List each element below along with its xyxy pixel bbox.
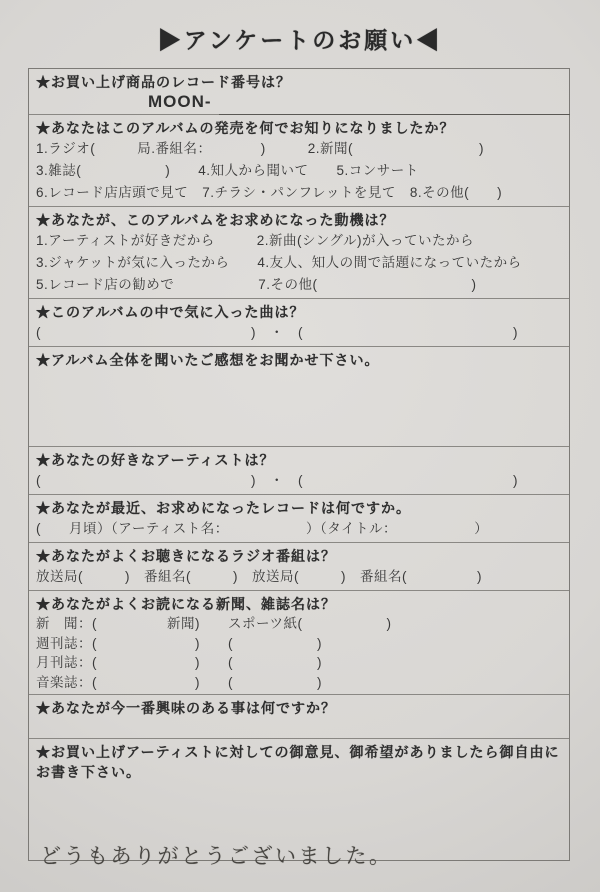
section-announcement-source bbox=[29, 115, 569, 207]
section-heading: ★お買い上げアーティストに対しての御意見、御希望がありましたら御自由にお書き下さい。 bbox=[36, 744, 560, 780]
section-heading: ★あなたがよくお聴きになるラジオ番組は？ bbox=[36, 548, 336, 564]
section-heading: ★このアルバムの中で気に入った曲は？ bbox=[36, 304, 305, 320]
section-heading: ★あなたが今一番興味のある事は何ですか？ bbox=[36, 700, 336, 716]
section-record-number bbox=[29, 69, 569, 115]
answer-blank-line: 新 聞：( 新聞) スポーツ紙( ) bbox=[36, 616, 392, 631]
section-heading: ★あなたが、このアルバムをお求めになった動機は？ bbox=[36, 212, 395, 228]
section-heading: ★あなたが最近、お求めになったレコードは何ですか。 bbox=[36, 500, 411, 516]
section-recent-purchase bbox=[29, 495, 569, 543]
section-heading: ★あなたの好きなアーティストは？ bbox=[36, 452, 275, 468]
thank-you-note: どうもありがとうございました。 bbox=[40, 844, 393, 868]
section-heading: ★あなたがよくお読になる新聞、雑誌名は？ bbox=[36, 596, 336, 612]
section-heading: ★お買い上げ商品のレコード番号は？ bbox=[36, 74, 291, 90]
answer-blank-line: ( ) ・ ( ) bbox=[36, 473, 518, 488]
answer-blank-line: 週刊誌：( ) ( ) bbox=[36, 635, 322, 651]
option-line: 1.アーティストが好きだから 2.新曲(シングル)が入っていたから bbox=[36, 233, 475, 248]
form-title: ▶アンケートのお願い◀ bbox=[157, 27, 443, 53]
section-heading: ★アルバム全体を聞いたご感想をお聞かせ下さい。 bbox=[36, 352, 380, 368]
answer-blank-line: 音楽誌：( ) ( ) bbox=[36, 674, 322, 690]
section-publications bbox=[29, 591, 569, 695]
questionnaire-table bbox=[28, 68, 570, 861]
answer-blank-line: ( ) ・ ( ) bbox=[36, 325, 518, 340]
option-line: 3.雑誌( ) 4.知人から聞いて 5.コンサート bbox=[36, 163, 419, 178]
section-current-interest bbox=[29, 695, 569, 739]
section-favorite-artist bbox=[29, 447, 569, 495]
answer-blank-line: ( 月頃）（アーティスト名： ）（タイトル： ） bbox=[36, 521, 489, 536]
option-line: 3.ジャケットが気に入ったから 4.友人、知人の間で話題になっていたから bbox=[36, 255, 522, 270]
section-heading: ★あなたはこのアルバムの発売を何でお知りになりましたか？ bbox=[36, 120, 455, 136]
section-album-impressions bbox=[29, 347, 569, 447]
option-line: 6.レコード店店頭で見て 7.チラシ・パンフレットを見て 8.その他( ) bbox=[36, 185, 503, 200]
option-line: 1.ラジオ( 局.番組名： ) 2.新聞( ) bbox=[36, 141, 484, 156]
section-radio-programs bbox=[29, 543, 569, 591]
answer-blank-line: 放送局( ) 番組名( ) 放送局( ) 番組名( ) bbox=[36, 569, 482, 584]
section-purchase-motive bbox=[29, 207, 569, 299]
section-favorite-track bbox=[29, 299, 569, 347]
answer-blank-line: 月刊誌：( ) ( ) bbox=[36, 655, 322, 670]
option-line: 5.レコード店の勧めで 7.その他( ) bbox=[36, 277, 477, 292]
record-number-value: MOON- bbox=[148, 92, 212, 111]
